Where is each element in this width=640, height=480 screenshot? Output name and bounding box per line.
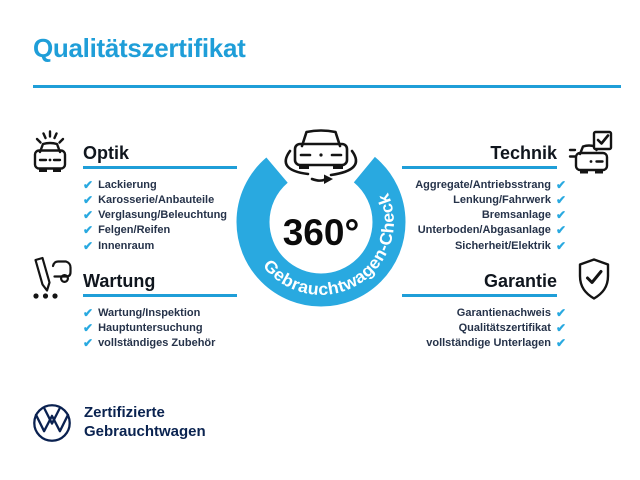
checklist-row (83, 192, 238, 207)
checklist-label: Garantienachweis (456, 306, 551, 319)
footer-brand-line2: Gebrauchtwagen (84, 422, 206, 440)
section-title-technik: Technik (490, 143, 557, 163)
check-icon: ✔ (83, 177, 94, 192)
check-icon: ✔ (555, 238, 566, 253)
checklist-row (83, 238, 238, 253)
section-wartung (83, 271, 238, 349)
footer-brand-line1: Zertifizierte (84, 404, 165, 421)
checklist-label: vollständige Unterlagen (426, 337, 551, 350)
section-underline (402, 166, 557, 169)
checklist-row (376, 320, 566, 335)
title-divider (33, 85, 621, 88)
checklist-wartung (83, 305, 238, 351)
section-underline (83, 294, 237, 297)
checklist-garantie (376, 305, 566, 351)
checklist-label: Verglasung/Beleuchtung (98, 209, 228, 222)
checklist-label: vollständiges Zubehör (98, 337, 216, 350)
section-technik (376, 143, 566, 252)
footer-brand-text (84, 404, 206, 441)
check-icon: ✔ (555, 336, 566, 351)
checklist-row (83, 177, 238, 192)
checklist-optik (83, 177, 238, 253)
checklist-row (376, 238, 566, 253)
check-icon: ✔ (83, 192, 94, 207)
checklist-row (376, 192, 566, 207)
section-title-garantie: Garantie (483, 271, 557, 291)
section-underline (402, 294, 557, 297)
car-checkbox-icon (567, 129, 614, 176)
badge-degrees: 360° (282, 212, 360, 253)
check-icon: ✔ (83, 238, 94, 253)
checklist-label: Qualitätszertifikat (458, 321, 551, 334)
checklist-label: Sicherheit/Elektrik (454, 239, 551, 252)
checklist-row (83, 210, 238, 221)
checklist-row (83, 225, 238, 236)
checklist-row (83, 305, 238, 320)
check-icon: ✔ (555, 305, 566, 320)
checklist-label: Innenraum (98, 239, 155, 252)
badge-ring-label: Gebrauchtwagen-Check (259, 191, 399, 299)
vw-logo-icon (32, 403, 72, 443)
check-icon: ✔ (83, 336, 94, 351)
service-checklist-icon (27, 255, 73, 301)
check-icon: ✔ (555, 192, 566, 207)
shield-check-icon (573, 257, 615, 301)
check-icon: ✔ (555, 177, 566, 192)
section-optik (83, 143, 238, 252)
checklist-row (83, 338, 238, 349)
section-title-optik: Optik (83, 143, 130, 163)
section-underline (83, 166, 237, 169)
check-icon: ✔ (555, 320, 566, 335)
checklist-label: Felgen/Reifen (98, 224, 171, 237)
check-icon: ✔ (83, 208, 94, 223)
checklist-row (376, 338, 566, 349)
section-garantie (376, 271, 566, 349)
checklist-technik (376, 177, 566, 253)
checklist-label: Karosserie/Anbauteile (98, 193, 215, 206)
car-shine-icon (27, 129, 73, 175)
checklist-label: Hauptuntersuchung (98, 321, 203, 334)
checklist-label: Lackierung (98, 178, 157, 191)
checklist-row (376, 177, 566, 192)
rotating-car-icon (286, 131, 356, 185)
check-icon: ✔ (555, 208, 566, 223)
page-title: Qualitätszertifikat (33, 33, 246, 63)
checklist-row (376, 305, 566, 320)
section-title-wartung: Wartung (83, 271, 156, 291)
check-icon: ✔ (83, 305, 94, 320)
checklist-label: Wartung/Inspektion (98, 306, 201, 319)
checklist-row (376, 225, 566, 236)
checklist-row (83, 320, 238, 335)
check-icon: ✔ (83, 320, 94, 335)
checklist-label: Aggregate/Antriebsstrang (415, 178, 551, 191)
checklist-label: Bremsanlage (481, 209, 551, 222)
check-icon: ✔ (83, 223, 94, 238)
checklist-row (376, 210, 566, 221)
checklist-label: Unterboden/Abgasanlage (417, 224, 551, 237)
check-icon: ✔ (555, 223, 566, 238)
checklist-label: Lenkung/Fahrwerk (453, 193, 551, 206)
